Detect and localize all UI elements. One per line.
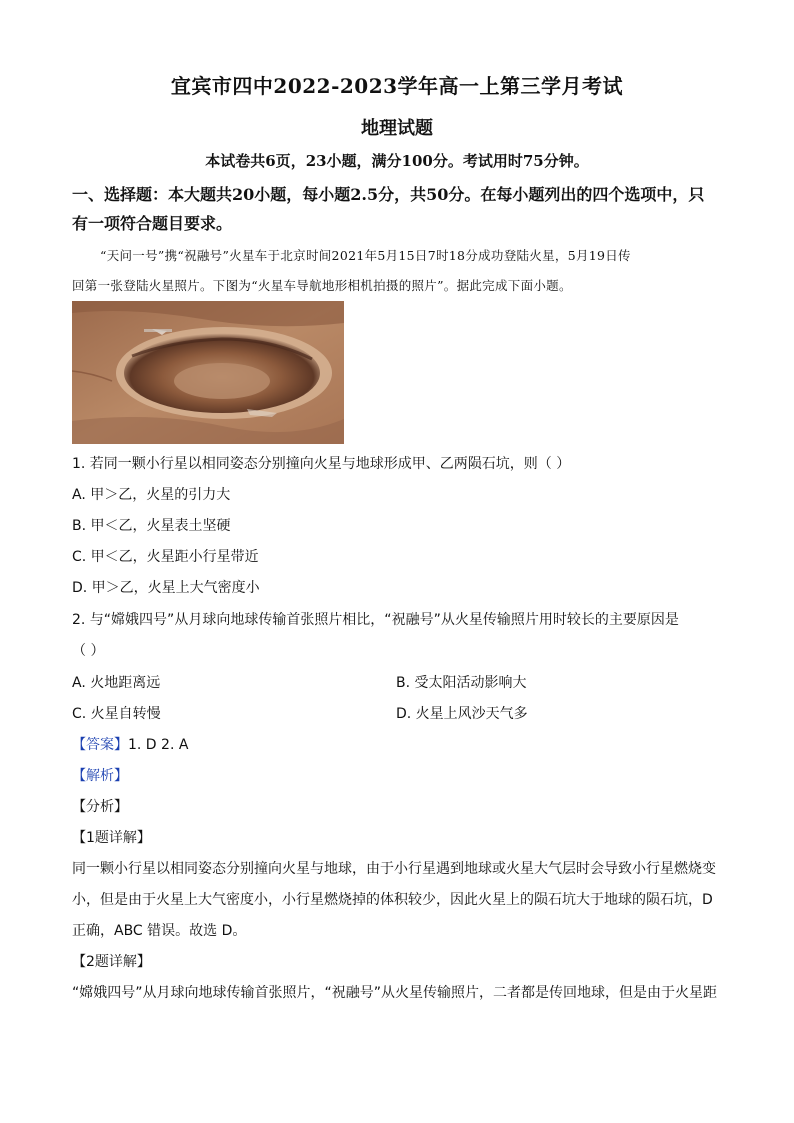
q1-detail-line3: 正确，ABC 错误。故选 D。	[72, 923, 247, 939]
q2-stem-blank: （ ）	[72, 643, 105, 659]
q1-detail-line1: 同一颗小行星以相同姿态分别撞向火星与地球，由于小行星遇到地球或火星大气层时会导致小行星燃烧变	[72, 861, 716, 877]
q2-option-d: D. 火星上风沙天气多	[396, 706, 528, 722]
q1-detail-heading: 【1题详解】	[72, 830, 151, 846]
q2-option-a: A. 火地距离远	[72, 675, 161, 691]
q1-stem: 1. 若同一颗小行星以相同姿态分别撞向火星与地球形成甲、乙两陨石坑，则（ ）	[72, 456, 571, 472]
exam-info: 本试卷共6页，23小题，满分100分。考试用时75分钟。	[205, 152, 589, 170]
q1-option-c: C. 甲＜乙，火星距小行星带近	[72, 549, 259, 565]
q1-detail-line2: 小，但是由于火星上大气密度小，小行星燃烧掉的体积较少，因此火星上的陨石坑大于地球的陨石坑，D	[72, 892, 713, 908]
fenxi-tag: 【分析】	[72, 799, 128, 815]
exam-subtitle: 地理试题	[361, 118, 433, 139]
mars-crater-photo	[72, 301, 344, 444]
q1-option-a: A. 甲＞乙，火星的引力大	[72, 487, 231, 503]
section-heading-line2: 有一项符合题目要求。	[72, 214, 233, 233]
answer-line	[72, 734, 188, 754]
q2-option-c: C. 火星自转慢	[72, 706, 161, 722]
q1-option-d: D. 甲＞乙，火星上大气密度小	[72, 580, 260, 596]
q2-option-b: B. 受太阳活动影响大	[396, 675, 527, 691]
intro-line2: 回第一张登陆火星照片。下图为“火星车导航地形相机拍摄的照片”。据此完成下面小题。	[72, 278, 572, 293]
answer-tag: 【答案】	[72, 737, 128, 753]
exam-title: 宜宾市四中2022-2023学年高一上第三学月考试	[170, 74, 624, 98]
q2-detail-line1: “嫦娥四号”从月球向地球传输首张照片，“祝融号”从火星传输照片，二者都是传回地球，但是由于火星距	[72, 985, 718, 1001]
intro-line1: “天问一号”携“祝融号”火星车于北京时间2021年5月15日7时18分成功登陆火星，5月19日传	[100, 248, 631, 263]
section-heading-line1: 一、选择题：本大题共20小题，每小题2.5分，共50分。在每小题列出的四个选项中，只	[72, 185, 705, 204]
q2-stem: 2. 与“嫦娥四号”从月球向地球传输首张照片相比，“祝融号”从火星传输照片用时较长的主要原因是	[72, 612, 679, 628]
q1-option-b: B. 甲＜乙，火星表土坚硬	[72, 518, 231, 534]
answer-text: 1. D 2. A	[128, 737, 189, 753]
q2-detail-heading: 【2题详解】	[72, 954, 151, 970]
analysis-tag: 【解析】	[72, 768, 128, 784]
